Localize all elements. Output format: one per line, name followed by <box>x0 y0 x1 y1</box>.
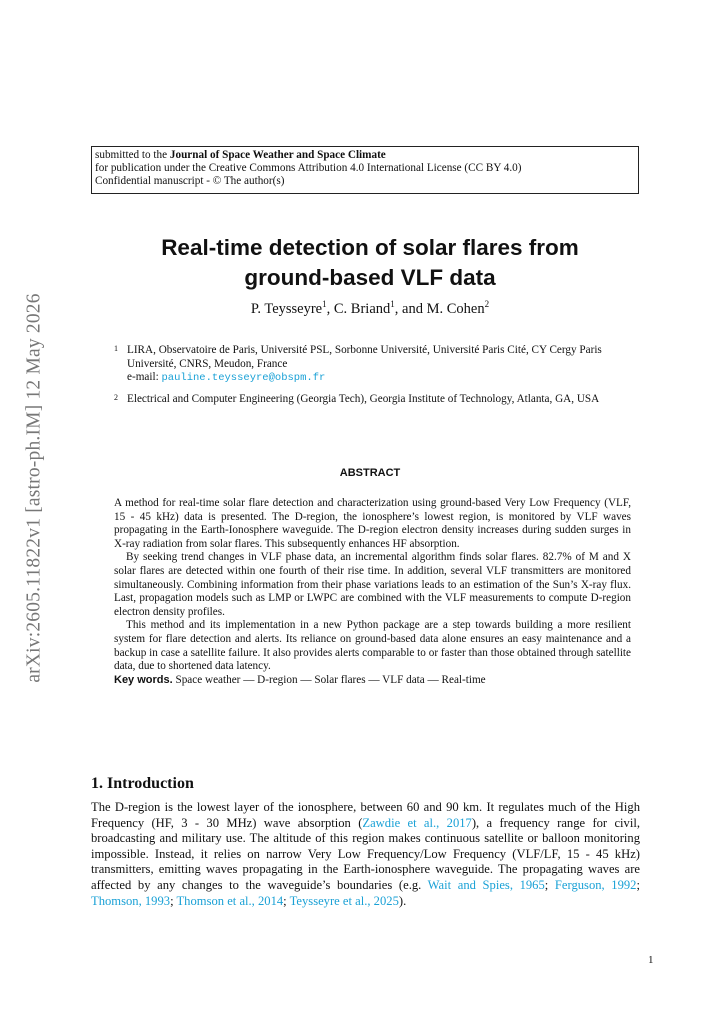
citation-link[interactable]: Thomson, 1993 <box>91 893 171 908</box>
author-name: C. Briand <box>333 301 391 317</box>
arxiv-sidebar-stamp <box>19 268 51 708</box>
abstract-paragraph: This method and its implementation in a new Python package are a step towards building a more resilient system for flare detection and alerts. Its reliance on ground-based data alone ensures an easy maintenance and a backup in case a satellite failure. It also provides alerts comparable to or faster than those obtained through satellite data, due to shortened data latency. <box>114 619 631 673</box>
affiliation-1: 1 LIRA, Observatoire de Paris, Université PSL, Sorbonne Université, Université Paris Cité, CY Cergy Paris Université, CNRS, Meudon, France e-mail: pauline.teysseyre@obspm.fr <box>114 344 602 385</box>
citation-link[interactable]: Zawdie et al., 2017 <box>362 815 472 830</box>
intro-paragraph: The D-region is the lowest layer of the ionosphere, between 60 and 90 km. It regulates much of the High Frequency (HF, 3 - 30 MHz) wave absorption (Zawdie et al., 2017), a frequency range for civil, broadcasting and military use. The altitude of this region makes continuous satellite or balloon monitoring impossible. Instead, it relies on narrow Very Low Frequency/Low Frequency (VLF/LF, 15 - 45 kHz) transmitters, emitting waves propagating in the Earth-ionosphere waveguide. The propagating waves are affected by any changes to the waveguide’s boundaries (e.g. Wait and Spies, 1965; Ferguson, 1992; Thomson, 1993; Thomson et al., 2014; Teysseyre et al., 2025). <box>91 800 640 908</box>
paper-title: Real-time detection of solar flares from ground-based VLF data <box>161 235 579 290</box>
submission-line-1: submitted to the Journal of Space Weather and Space Climate <box>95 149 386 161</box>
keywords-line <box>114 674 631 688</box>
keywords-label: Key words. <box>114 673 173 686</box>
citation-link[interactable]: Teysseyre et al., 2025 <box>289 893 399 908</box>
section-heading: 1. Introduction <box>91 775 194 792</box>
citation-link[interactable]: Thomson et al., 2014 <box>176 893 284 908</box>
abstract-paragraph: By seeking trend changes in VLF phase data, an incremental algorithm finds solar flares. 82.7% of M and X solar flares are detected within one fourth of their rise time. In addition, several VLF transmitters are monitored simultaneously. Combining information from their phase variations leads to an estimation of the Sun’s X-ray flux. Last, propagation models such as LMP or LWPC are combined with the VLF measurements to compute D-region electron density profiles. <box>114 551 631 618</box>
abstract-heading: ABSTRACT <box>339 467 401 479</box>
submission-notice-box <box>91 146 639 194</box>
author-name: M. Cohen <box>426 301 485 317</box>
citation-link[interactable]: Wait and Spies, 1965 <box>427 877 545 892</box>
affiliation-2: 2 Electrical and Computer Engineering (Georgia Tech), Georgia Institute of Technology, Atlanta, GA, USA <box>114 393 600 405</box>
email-link[interactable]: pauline.teysseyre@obspm.fr <box>161 372 326 385</box>
author-list: P. Teysseyre$^1$, C. Briand$^1$, and M. Cohen$^2$ <box>250 299 490 317</box>
submission-line-3: Confidential manuscript - © The author(s) <box>95 175 285 187</box>
abstract-body <box>114 497 631 687</box>
keywords-list: Space weather — D-region — Solar flares — VLF data — Real-time <box>172 673 486 686</box>
submission-line-2: for publication under the Creative Commons Attribution 4.0 International License (CC BY 4.0) <box>95 162 522 174</box>
abstract-paragraph: A method for real-time solar flare detection and characterization using ground-based Very Low Frequency (VLF, 15 - 45 kHz) data is presented. The D-region, the ionosphere’s lowest region, is monitored by VLF waves propagating in the Earth-Ionosphere waveguide. The D-region electron density increases during sudden surges in X-ray radiation from solar flares. This subsequently enhances HF absorption. <box>114 497 631 550</box>
citation-link[interactable]: Ferguson, 1992 <box>554 877 637 892</box>
author-name: P. Teysseyre <box>250 301 323 317</box>
journal-name: Journal of Space Weather and Space Climate <box>169 149 386 161</box>
arxiv-id-label: arXiv:2605.11822v1 [astro-ph.IM] 12 May 2026 <box>24 293 46 683</box>
page-number: 1 <box>648 954 654 966</box>
